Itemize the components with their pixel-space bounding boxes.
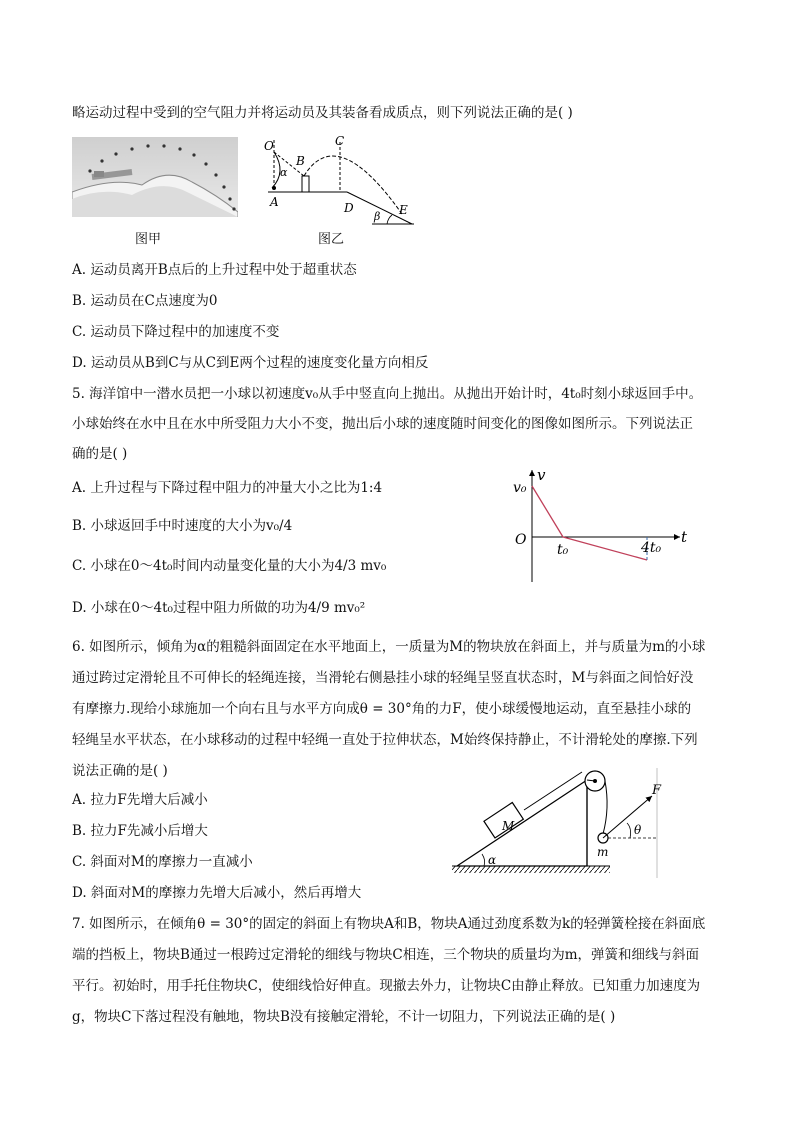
q7-stem-line-4: g，物块C下落过程没有触地，物块B没有接触定滑轮，不计一切阻力，下列说法正确的是( ) — [72, 1009, 616, 1025]
t0-label: t₀ — [557, 542, 569, 558]
label-D: D — [344, 201, 354, 215]
q7-stem-line-3: 平行。初始时，用手托住物块C，使细线恰好伸直。现撤去外力，让物块C由静止释放。已知重力加速度为 — [72, 978, 701, 994]
q4-option-b: B. 运动员在C点速度为0 — [72, 293, 218, 309]
q6-option-b: B. 拉力F先减小后增大 — [72, 823, 208, 839]
figure-yi-diagram — [262, 132, 422, 227]
label-B: B — [296, 154, 305, 168]
q4-option-d: D. 运动员从B到C与从C到E两个过程的速度变化量方向相反 — [72, 355, 429, 371]
figure-jia-photo — [72, 137, 238, 217]
v0-label: v₀ — [513, 480, 527, 496]
q7-stem-line-1: 7. 如图所示，在倾角θ = 30°的固定的斜面上有物块A和B，物块A通过劲度系数为k的轻弹簧栓接在斜面底 — [72, 916, 706, 932]
q6-stem-line-4: 轻绳呈水平状态，在小球移动的过程中轻绳一直处于拉伸状态，M始终保持静止，不计滑轮处的摩擦.下列 — [72, 732, 698, 748]
q5-stem-line-2: 小球始终在水中且在水中所受阻力大小不变，抛出后小球的速度随时间变化的图像如图所示。下列说法正 — [72, 416, 693, 432]
figure-jia-caption: 图甲 — [135, 232, 162, 247]
q5-option-c: C. 小球在0～4t₀时间内动量变化量的大小为4/3 mv₀ — [72, 558, 387, 574]
q6-option-a: A. 拉力F先增大后减小 — [72, 792, 208, 808]
label-F: F — [652, 783, 662, 798]
q4-option-c: C. 运动员下降过程中的加速度不变 — [72, 324, 280, 340]
q6-incline-figure — [452, 768, 674, 878]
axis-v-label: v — [537, 466, 546, 484]
q6-option-c: C. 斜面对M的摩擦力一直减小 — [72, 854, 253, 870]
q6-stem-line-5: 说法正确的是( ) — [72, 763, 168, 779]
label-m: m — [597, 845, 609, 859]
axis-t-label: t — [681, 528, 688, 546]
4t0-label: 4t₀ — [641, 540, 662, 556]
origin-label: O — [515, 532, 527, 548]
q7-stem-line-2: 端的挡板上，物块B通过一根跨过定滑轮的细线与物块C相连，三个物块的质量均为m，弹簧和细线与斜面 — [72, 947, 700, 963]
label-theta: θ — [634, 823, 642, 837]
label-A: A — [270, 195, 279, 209]
q5-stem-line-3: 确的是( ) — [72, 446, 128, 462]
figure-yi-caption: 图乙 — [318, 232, 345, 247]
label-E: E — [399, 203, 408, 217]
label-M: M — [502, 819, 515, 833]
q5-option-b: B. 小球返回手中时速度的大小为v₀/4 — [72, 518, 293, 534]
q5-vt-graph — [505, 462, 695, 584]
q6-stem-line-2: 通过跨过定滑轮且不可伸长的轻绳连接，当滑轮右侧悬挂小球的轻绳呈竖直状态时，M与斜面之间恰好没 — [72, 670, 694, 686]
q6-stem-line-1: 6. 如图所示，倾角为α的粗糙斜面固定在水平地面上，一质量为M的物块放在斜面上，并与质量为m的小球 — [72, 639, 706, 655]
q5-option-a: A. 上升过程与下降过程中阻力的冲量大小之比为1:4 — [72, 480, 383, 496]
q5-stem-line-1: 5. 海洋馆中一潜水员把一小球以初速度v₀从手中竖直向上抛出。从抛出开始计时，4t₀时刻小球返回手中。 — [72, 386, 703, 402]
q4-option-a: A. 运动员离开B点后的上升过程中处于超重状态 — [72, 262, 357, 278]
label-O: O — [264, 139, 274, 153]
q6-option-d: D. 斜面对M的摩擦力先增大后减小，然后再增大 — [72, 885, 362, 901]
q6-stem-line-3: 有摩擦力.现给小球施加一个向右且与水平方向成θ = 30°角的力F，使小球缓慢地运动，直至悬挂小球的 — [72, 701, 692, 717]
label-C: C — [335, 134, 345, 148]
label-beta: β — [374, 210, 381, 223]
q5-option-d: D. 小球在0～4t₀过程中阻力所做的功为4/9 mv₀² — [72, 600, 366, 616]
label-alpha: α — [280, 166, 288, 179]
label-alpha-q6: α — [488, 853, 497, 867]
q4-intro-line: 略运动过程中受到的空气阻力并将运动员及其装备看成质点，则下列说法正确的是( ) — [72, 105, 573, 121]
